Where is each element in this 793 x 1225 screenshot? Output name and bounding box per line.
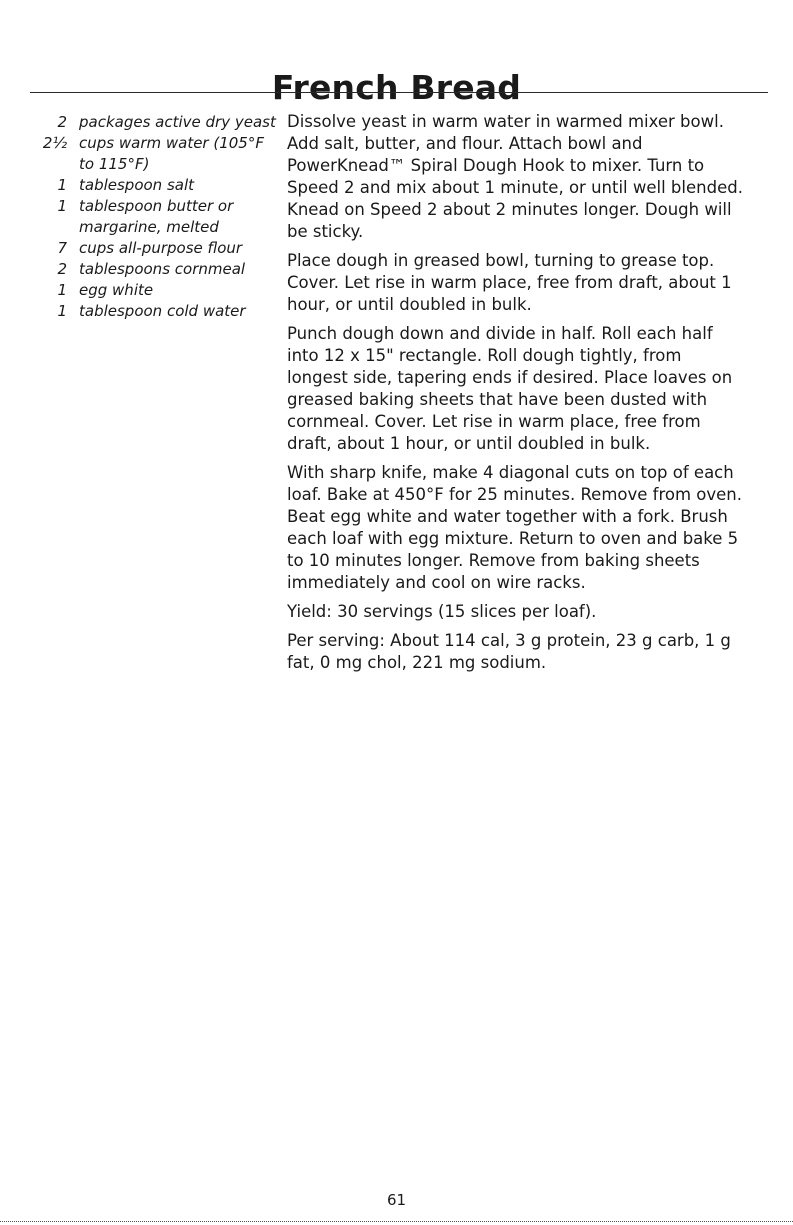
ingredient-quantity: 1	[57, 176, 67, 194]
yield-text: Yield: 30 servings (15 slices per loaf).	[287, 602, 597, 621]
ingredient-quantity: 1	[57, 281, 67, 299]
ingredient-item	[0, 259, 280, 280]
ingredient-item	[0, 133, 280, 175]
ingredient-text: cups all-purpose flour	[79, 239, 243, 257]
ingredient-text: tablespoon butter or margarine, melted	[79, 197, 234, 236]
page-bottom-rule	[0, 1221, 793, 1222]
ingredient-quantity: 1	[57, 197, 67, 215]
title-rule	[30, 92, 768, 93]
ingredient-text: tablespoons cornmeal	[79, 260, 246, 278]
direction-paragraph-bake: With sharp knife, make 4 diagonal cuts on top of each loaf. Bake at 450°F for 25 minutes. Remove from oven. Beat egg white and water together with a fork. Brush each loaf with egg mixture. Return to oven and bake 5 to 10 minutes longer. Remove from baking sheets immediately and cool on wire racks.	[287, 463, 742, 592]
ingredient-text: cups warm water (105°F to 115°F)	[79, 134, 264, 173]
ingredient-item	[0, 175, 280, 196]
ingredient-text: packages active dry yeast	[79, 113, 276, 131]
ingredient-list	[0, 112, 280, 322]
ingredient-item	[0, 280, 280, 301]
ingredient-quantity: 2	[57, 113, 67, 131]
ingredient-text: tablespoon cold water	[79, 302, 246, 320]
direction-paragraph-rise: Place dough in greased bowl, turning to grease top. Cover. Let rise in warm place, free from draft, about 1 hour, or until doubled in bulk.	[287, 251, 732, 314]
ingredient-item	[0, 301, 280, 322]
ingredient-quantity: 7	[57, 239, 67, 257]
direction-paragraph-shape: Punch dough down and divide in half. Roll each half into 12 x 15" rectangle. Roll dough tightly, from longest side, tapering ends if desired. Place loaves on greased baking sheets that have been dusted with cornmeal. Cover. Let rise in warm place, free from draft, about 1 hour, or until doubled in bulk.	[287, 324, 733, 453]
ingredient-quantity: 1	[57, 302, 67, 320]
nutrition-text: Per serving: About 114 cal, 3 g protein, 23 g carb, 1 g fat, 0 mg chol, 221 mg sodium.	[287, 631, 731, 672]
ingredient-item	[0, 112, 280, 133]
page-title: French Bread	[271, 68, 522, 108]
ingredient-quantity: 2	[57, 260, 67, 278]
ingredient-quantity: 2½	[42, 134, 67, 152]
page-number: 61	[386, 1191, 407, 1209]
direction-paragraph-dissolve: Dissolve yeast in warm water in warmed mixer bowl. Add salt, butter, and flour. Attach bowl and PowerKnead™ Spiral Dough Hook to mixer. Turn to Speed 2 and mix about 1 minute, or until well blended. Knead on Speed 2 about 2 minutes longer. Dough will be sticky.	[287, 112, 743, 241]
directions	[287, 111, 743, 681]
ingredient-text: tablespoon salt	[79, 176, 195, 194]
ingredient-text: egg white	[79, 281, 154, 299]
ingredient-item	[0, 196, 280, 238]
ingredient-item	[0, 238, 280, 259]
